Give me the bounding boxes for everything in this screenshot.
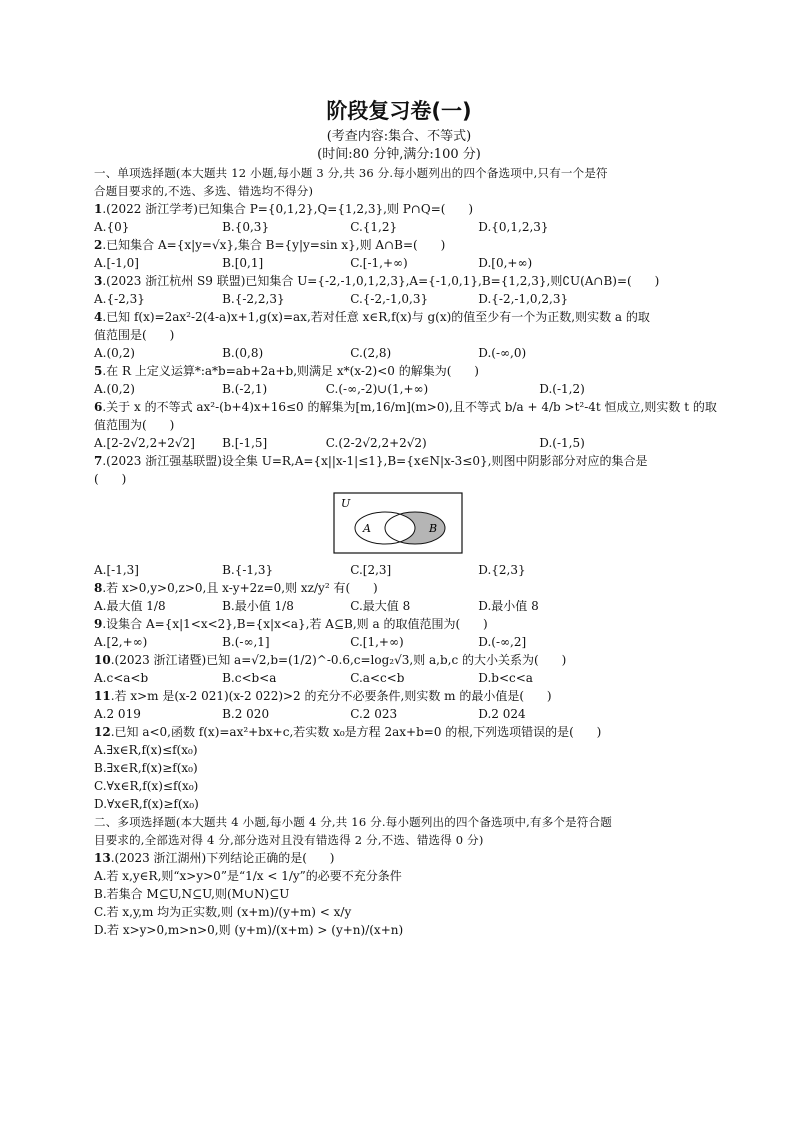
question-6-cont: 值范围为( ): [94, 418, 175, 432]
option-d[interactable]: D.(-1,5): [539, 436, 585, 450]
option-c[interactable]: C.{-2,-1,0,3}: [350, 292, 429, 306]
question-12: 12.已知 a<0,函数 f(x)=ax²+bx+c,若实数 x₀是方程 2ax+b=0 的根,下列选项错误的是( ): [94, 725, 602, 739]
option-c[interactable]: C.a<c<b: [350, 671, 405, 685]
option-b[interactable]: B.[0,1]: [222, 256, 264, 270]
question-11-options: [94, 705, 704, 723]
question-8: 8.若 x>0,y>0,z>0,且 x-y+2z=0,则 xz/y² 有( ): [94, 581, 378, 595]
option-b[interactable]: B.(0,8): [222, 346, 264, 360]
label-a: A: [363, 522, 371, 535]
question-9: 9.设集合 A={x|1<x<2},B={x|x<a},若 A⊆B,则 a 的取值范围为( ): [94, 617, 488, 631]
option-b[interactable]: B.若集合 M⊆U,N⊆U,则(M∪N)⊆U: [94, 887, 290, 901]
section1-instructions: [94, 164, 704, 200]
option-a[interactable]: A.[2-2√2,2+2√2]: [94, 436, 195, 450]
option-d[interactable]: D.若 x>y>0,m>n>0,则 (y+m)/(x+m) > (y+n)/(x+n): [94, 923, 404, 937]
option-b[interactable]: B.(-∞,1]: [222, 635, 270, 649]
option-b[interactable]: B.{-1,3}: [222, 563, 274, 577]
subtitle-time: (时间:80 分钟,满分:100 分): [317, 147, 481, 162]
option-a[interactable]: A.{-2,3}: [94, 292, 145, 306]
option-b[interactable]: B.{-2,2,3}: [222, 292, 285, 306]
section2-line2: 目要求的,全部选对得 4 分,部分选对且没有错选得 2 分,不选、错选得 0 分): [94, 833, 484, 847]
option-a[interactable]: A.(0,2): [94, 382, 135, 396]
option-a[interactable]: A.c<a<b: [94, 671, 149, 685]
subtitle-content: (考查内容:集合、不等式): [326, 129, 472, 144]
option-d[interactable]: D.{-2,-1,0,2,3}: [478, 292, 569, 306]
option-c[interactable]: C.(2,8): [350, 346, 392, 360]
question-5: 5.在 R 上定义运算*:a*b=ab+2a+b,则满足 x*(x-2)<0 的解集为( ): [94, 364, 479, 378]
question-7-options: [94, 561, 704, 579]
option-b[interactable]: B.[-1,5]: [222, 436, 268, 450]
option-b[interactable]: B.∃x∈R,f(x)≥f(x₀): [94, 761, 198, 775]
option-a[interactable]: A.(0,2): [94, 346, 135, 360]
label-b: B: [429, 522, 438, 535]
option-b[interactable]: B.最小值 1/8: [222, 599, 294, 613]
option-a[interactable]: A.[2,+∞): [94, 635, 148, 649]
option-c[interactable]: C.[-1,+∞): [350, 256, 408, 270]
option-b[interactable]: B.(-2,1): [222, 382, 268, 396]
page-title: 阶段复习卷(一): [326, 99, 472, 123]
question-13: 13.(2023 浙江湖州)下列结论正确的是( ): [94, 851, 335, 865]
question-1: 1.(2022 浙江学考)已知集合 P={0,1,2},Q={1,2,3},则 P∩Q=( ): [94, 202, 474, 216]
section2-line1: 二、多项选择题(本大题共 4 小题,每小题 4 分,共 16 分.每小题列出的四个备选项中,有多个是符合题: [94, 815, 612, 829]
question-10-options: [94, 669, 704, 687]
question-5-options: [94, 380, 704, 398]
option-c[interactable]: C.[1,+∞): [350, 635, 404, 649]
option-d[interactable]: D.b<c<a: [478, 671, 533, 685]
question-4-options: [94, 344, 704, 362]
exam-page: [94, 96, 717, 939]
option-c[interactable]: C.∀x∈R,f(x)≤f(x₀): [94, 779, 199, 793]
option-c[interactable]: C.若 x,y,m 均为正实数,则 (x+m)/(y+m) < x/y: [94, 905, 352, 919]
option-d[interactable]: D.{0,1,2,3}: [478, 220, 549, 234]
option-c[interactable]: C.(-∞,-2)∪(1,+∞): [325, 382, 429, 396]
question-6: 6.关于 x 的不等式 ax²-(b+4)x+16≤0 的解集为[m,16/m](m>0),且不等式 b/a + 4/b >t²-4t 恒成立,则实数 t 的取: [94, 400, 717, 414]
question-2-options: [94, 254, 704, 272]
option-a[interactable]: A.[-1,3]: [94, 563, 139, 577]
question-11: 11.若 x>m 是(x-2 021)(x-2 022)>2 的充分不必要条件,则实数 m 的最小值是( ): [94, 689, 552, 703]
question-3-options: [94, 290, 704, 308]
option-a[interactable]: A.[-1,0]: [94, 256, 139, 270]
section1-line1: 一、单项选择题(本大题共 12 小题,每小题 3 分,共 36 分.每小题列出的四个备选项中,只有一个是符: [94, 166, 608, 180]
option-b[interactable]: B.c<b<a: [222, 671, 277, 685]
question-2: 2.已知集合 A={x|y=√x},集合 B={y|y=sin x},则 A∩B=( ): [94, 238, 446, 252]
option-b[interactable]: B.2 020: [222, 707, 270, 721]
option-d[interactable]: D.∀x∈R,f(x)≥f(x₀): [94, 797, 199, 811]
option-c[interactable]: C.[2,3]: [350, 563, 392, 577]
question-10: 10.(2023 浙江诸暨)已知 a=√2,b=(1/2)^-0.6,c=log₂√3,则 a,b,c 的大小关系为( ): [94, 653, 567, 667]
option-d[interactable]: D.(-1,2): [539, 382, 585, 396]
question-4-cont: 值范围是( ): [94, 328, 175, 342]
section1-line2: 合题目要求的,不选、多选、错选均不得分): [94, 184, 314, 198]
label-u: U: [341, 497, 351, 510]
option-d[interactable]: D.[0,+∞): [478, 256, 533, 270]
option-d[interactable]: D.{2,3}: [478, 563, 526, 577]
question-3: 3.(2023 浙江杭州 S9 联盟)已知集合 U={-2,-1,0,1,2,3},A={-1,0,1},B={1,2,3},则∁U(A∩B)=( ): [94, 274, 660, 288]
question-4: 4.已知 f(x)=2ax²-2(4-a)x+1,g(x)=ax,若对任意 x∈R,f(x)与 g(x)的值至少有一个为正数,则实数 a 的取: [94, 310, 650, 324]
option-d[interactable]: D.(-∞,2]: [478, 635, 527, 649]
option-c[interactable]: C.(2-2√2,2+2√2): [325, 436, 427, 450]
question-8-options: [94, 597, 704, 615]
venn-diagram: [333, 492, 704, 559]
question-6-options: [94, 434, 704, 452]
section2-instructions: [94, 813, 704, 849]
option-a[interactable]: A.∃x∈R,f(x)≤f(x₀): [94, 743, 198, 757]
venn-svg: [333, 492, 463, 554]
question-7-cont: ( ): [94, 472, 127, 486]
question-7: 7.(2023 浙江强基联盟)设全集 U=R,A={x||x-1|≤1},B={x∈N|x-3≤0},则图中阴影部分对应的集合是: [94, 454, 648, 468]
question-9-options: [94, 633, 704, 651]
option-a[interactable]: A.若 x,y∈R,则“x>y>0”是“1/x < 1/y”的必要不充分条件: [94, 869, 402, 883]
option-a[interactable]: A.2 019: [94, 707, 141, 721]
option-c[interactable]: C.{1,2}: [350, 220, 398, 234]
option-b[interactable]: B.{0,3}: [222, 220, 270, 234]
option-c[interactable]: C.2 023: [350, 707, 398, 721]
question-1-options: [94, 218, 704, 236]
option-a[interactable]: A.{0}: [94, 220, 130, 234]
option-d[interactable]: D.最小值 8: [478, 599, 539, 613]
option-d[interactable]: D.2 024: [478, 707, 526, 721]
option-a[interactable]: A.最大值 1/8: [94, 599, 166, 613]
option-c[interactable]: C.最大值 8: [350, 599, 411, 613]
option-d[interactable]: D.(-∞,0): [478, 346, 527, 360]
